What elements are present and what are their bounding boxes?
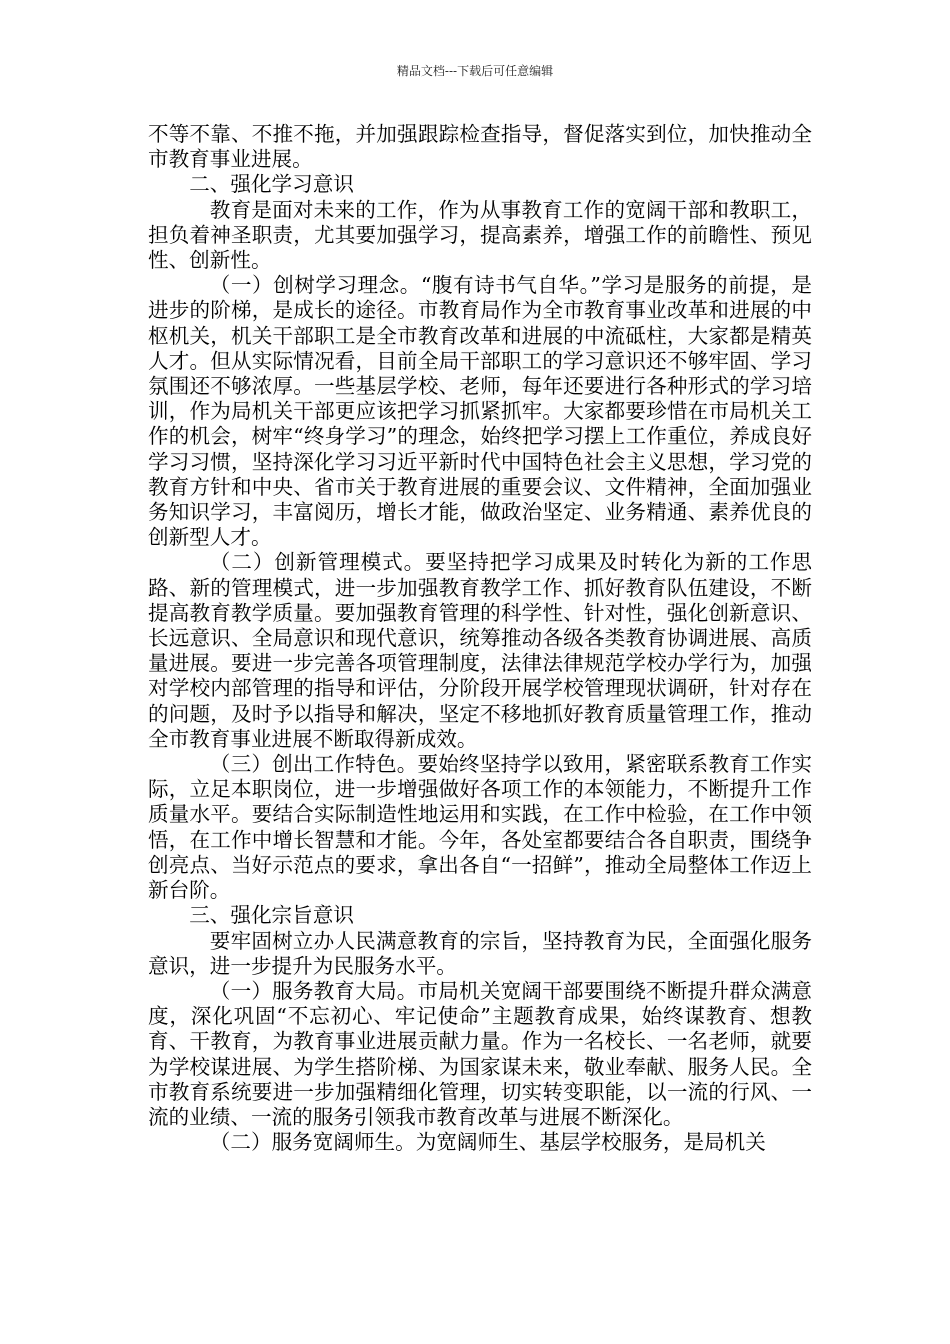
paragraph-serve-education: （一）服务教育大局。市局机关宽阔干部要围绕不断提升群众满意度，深化巩固“不忘初心、牢记使命”主题教育成果，始终谋教育、想教育、干教育，为教育事业进展贡献力量。作为一名校长、一名老师，就要为学校谋进展、为学生搭阶梯、为国家谋未来，敬业奉献、服务人民。全市教育系统要进一步加强精细化管理，切实转变职能，以一流的行风、一流的业绩、一流的服务引领我市教育改革与进展不断深化。 [148,978,812,1129]
paragraph-intro-study: 教育是面对未来的工作，作为从事教育工作的宽阔干部和教职工，担负着神圣职责，尤其要加强学习，提高素养，增强工作的前瞻性、预见性、创新性。 [148,197,812,273]
section-heading-two: 二、强化学习意识 [189,172,354,197]
paragraph-management-mode: （二）创新管理模式。要坚持把学习成果及时转化为新的工作思路、新的管理模式，进一步加强教育教学工作、抓好教育队伍建设，不断提高教育教学质量。要加强教育管理的科学性、针对性，强化创新意识、长远意识、全局意识和现代意识，统筹推动各级各类教育协调进展、高质量进展。要进一步完善各项管理制度，法律法律规范学校办学行为，加强对学校内部管理的指导和评估，分阶段开展学校管理现状调研，针对存在的问题，及时予以指导和解决，坚定不移地抓好教育质量管理工作，推动全市教育事业进展不断取得新成效。 [148,550,812,751]
paragraph-intro-purpose: 要牢固树立办人民满意教育的宗旨，坚持教育为民，全面强化服务意识，进一步提升为民服务水平。 [148,928,812,978]
document-body [148,122,812,1155]
page-header: 精品文档---下载后可任意编辑 [396,64,554,78]
section-heading-three: 三、强化宗旨意识 [189,903,354,928]
paragraph-study-concept: （一）创树学习理念。“腹有诗书气自华。”学习是服务的前提，是进步的阶梯，是成长的途径。市教育局作为全市教育事业改革和进展的中枢机关，机关干部职工是全市教育改革和进展的中流砥柱，大家都是精英人才。但从实际情况看，目前全局干部职工的学习意识还不够牢固、学习氛围还不够浓厚。一些基层学校、老师，每年还要进行各种形式的学习培训，作为局机关干部更应该把学习抓紧抓牢。大家都要珍惜在市局机关工作的机会，树牢“终身学习”的理念，始终把学习摆上工作重位，养成良好学习习惯，坚持深化学习习近平新时代中国特色社会主义思想，学习党的教育方针和中央、省市关于教育进展的重要会议、文件精神，全面加强业务知识学习，丰富阅历，增长才能，做政治坚定、业务精通、素养优良的创新型人才。 [148,273,812,550]
paragraph-serve-teachers: （二）服务宽阔师生。为宽阔师生、基层学校服务，是局机关 [209,1130,766,1155]
paragraph-continuation: 不等不靠、不推不拖，并加强跟踪检查指导，督促落实到位，加快推动全市教育事业进展。 [148,122,812,172]
paragraph-work-features: （三）创出工作特色。要始终坚持学以致用，紧密联系教育工作实际，立足本职岗位，进一步增强做好各项工作的本领能力，不断提升工作质量水平。要结合实际制造性地运用和实践，在工作中检验，在工作中领悟，在工作中增长智慧和才能。今年，各处室都要结合各自职责，围绕争创亮点、当好示范点的要求，拿出各自“一招鲜”，推动全局整体工作迈上新台阶。 [148,752,812,903]
